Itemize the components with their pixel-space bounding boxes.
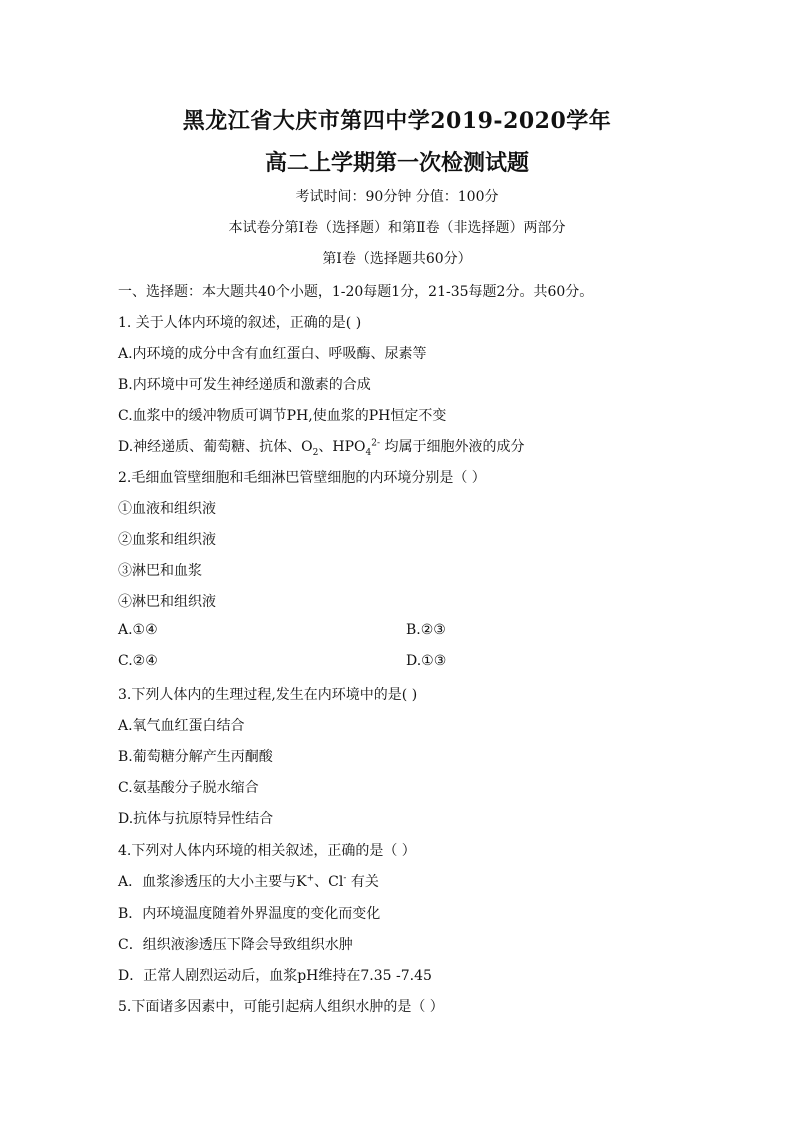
- q2-option-a: A.①④: [118, 622, 158, 638]
- q3-option-b: B.葡萄糖分解产生丙酮酸: [118, 749, 273, 765]
- q1-d-text-3: 均属于细胞外液的成分: [380, 439, 525, 455]
- part1-title: 第Ⅰ卷（选择题共60分）: [322, 251, 472, 267]
- q4-option-b: B．内环境温度随着外界温度的变化而变化: [118, 906, 381, 922]
- q2-option-b: B.②③: [406, 622, 446, 638]
- q1-d-sup: 2-: [371, 438, 381, 449]
- q1-d-text-1: D.神经递质、葡萄糖、抗体、O: [118, 439, 313, 455]
- q4-a-text-1: A．血浆渗透压的大小主要与K: [118, 874, 307, 890]
- q2-item-3: ③淋巴和血浆: [118, 563, 202, 579]
- q3-option-c: C.氨基酸分子脱水缩合: [118, 780, 259, 796]
- q4-stem: 4.下列对人体内环境的相关叙述，正确的是（ ）: [118, 843, 416, 859]
- title-line-1: 黑龙江省大庆市第四中学2019-2020学年: [182, 108, 612, 134]
- q2-item-2: ②血浆和组织液: [118, 532, 216, 548]
- q2-stem: 2.毛细血管壁细胞和毛细淋巴管壁细胞的内环境分别是（ ）: [118, 470, 486, 486]
- q1-option-b: B.内环境中可发生神经递质和激素的合成: [118, 377, 371, 393]
- q4-a-sup-2: -: [343, 873, 347, 884]
- q2-option-c: C.②④: [118, 653, 158, 669]
- q1-d-sub-2: 4: [365, 447, 372, 458]
- q4-option-c: C．组织液渗透压下降会导致组织水肿: [118, 937, 353, 953]
- q3-option-a: A.氧气血红蛋白结合: [118, 718, 245, 734]
- q4-option-d: D．正常人剧烈运动后，血浆pH维持在7.35 -7.45: [118, 968, 432, 984]
- title-line-2: 高二上学期第一次检测试题: [264, 150, 529, 176]
- paper-structure: 本试卷分第Ⅰ卷（选择题）和第Ⅱ卷（非选择题）两部分: [228, 220, 566, 236]
- q4-a-text-3: 有关: [346, 874, 379, 890]
- q2-item-1: ①血液和组织液: [118, 501, 216, 517]
- q4-a-text-2: 、Cl: [314, 874, 344, 890]
- q4-a-sup-1: +: [306, 873, 315, 884]
- q1-option-a: A.内环境的成分中含有血红蛋白、呼吸酶、尿素等: [118, 346, 427, 362]
- q1-option-c: C.血浆中的缓冲物质可调节PH,使血浆的PH恒定不变: [118, 408, 447, 424]
- q2-option-d: D.①③: [406, 653, 447, 669]
- q2-item-4: ④淋巴和组织液: [118, 594, 216, 610]
- q5-stem: 5.下面诸多因素中，可能引起病人组织水肿的是（ ）: [118, 999, 444, 1015]
- section-instruction: 一、选择题：本大题共40个小题，1-20每题1分，21-35每题2分。共60分。: [118, 284, 594, 300]
- q3-option-d: D.抗体与抗原特异性结合: [118, 811, 274, 827]
- q4-option-a: [118, 871, 379, 891]
- q3-stem: 3.下列人体内的生理过程,发生在内环境中的是( ): [118, 687, 418, 703]
- q1-d-text-2: 、HPO: [318, 439, 366, 455]
- q1-stem: 1. 关于人体内环境的叙述，正确的是( ): [118, 315, 362, 331]
- q1-option-d: [118, 436, 524, 458]
- q1-d-sub-1: 2: [312, 447, 319, 458]
- exam-info: 考试时间：90分钟 分值：100分: [295, 189, 499, 205]
